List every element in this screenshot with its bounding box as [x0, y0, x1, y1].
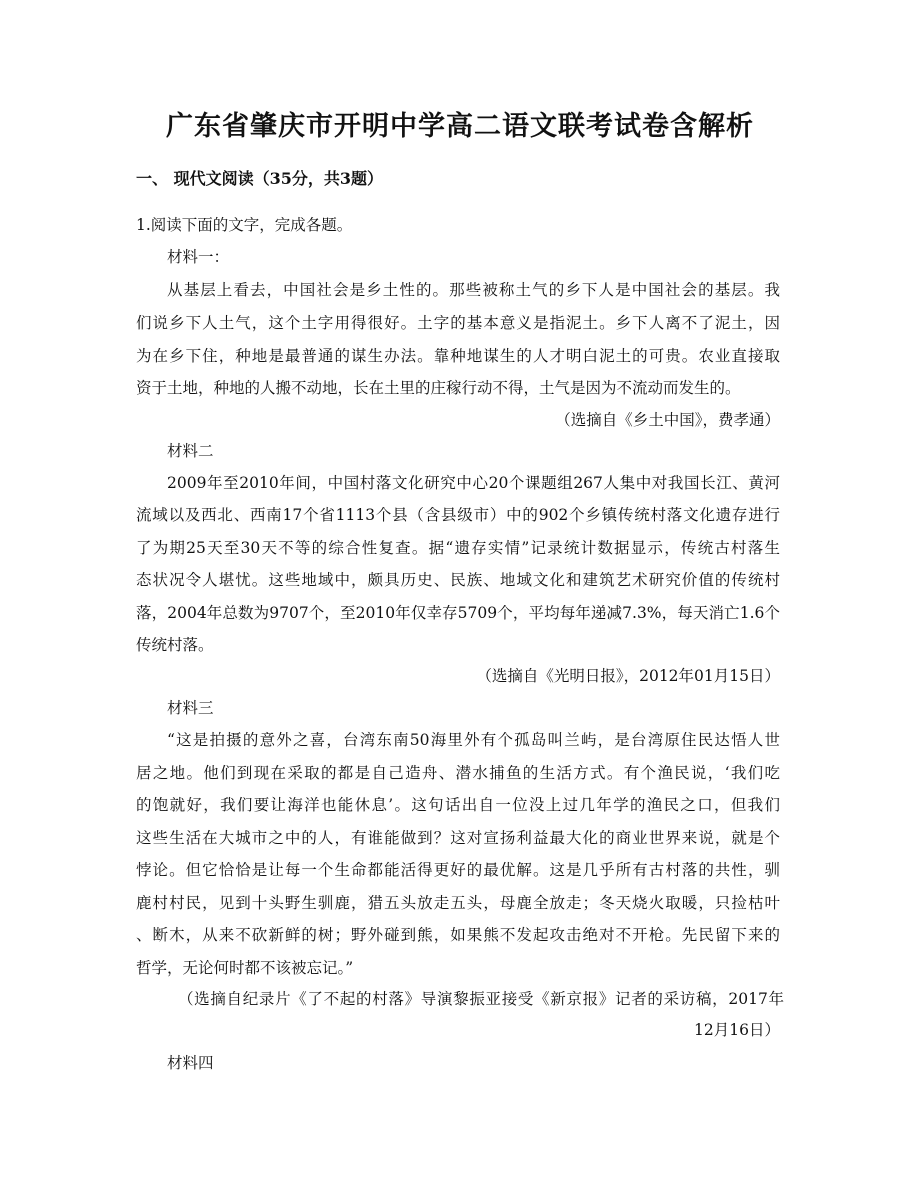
paragraph-line: 鹿村村民，见到十头野生驯鹿，猎五头放走五头，母鹿全放走；冬天烧火取暖，只捡枯叶 — [136, 894, 780, 912]
section-heading: 一、 现代文阅读（35分，共3题） — [136, 169, 383, 188]
paragraph-line: 从基层上看去，中国社会是乡土性的。那些被称土气的乡下人是中国社会的基层。我 — [167, 281, 780, 299]
material-label: 材料二 — [167, 442, 214, 460]
paragraph-line: 悖论。但它恰恰是让每一个生命都能活得更好的最优解。这是几乎所有古村落的共性，驯 — [136, 861, 780, 879]
paragraph-line: 资于土地，种地的人搬不动地，长在土里的庄稼行动不得，土气是因为不流动而发生的。 — [136, 379, 741, 397]
paragraph-line: 居之地。他们到现在采取的都是自己造舟、潜水捕鱼的生活方式。有个渔民说，‘我们吃 — [136, 764, 780, 782]
paragraph-line: 2009年至2010年间，中国村落文化研究中心20个课题组267人集中对我国长江、黄河 — [167, 474, 780, 492]
paragraph-line: 了为期25天至30天不等的综合性复查。据“遗存实情”记录统计数据显示，传统古村落生 — [136, 539, 780, 557]
source-citation: （选摘自《光明日报》，2012年01月15日） — [476, 667, 780, 685]
source-citation: （选摘自纪录片《了不起的村落》导演黎振亚接受《新京报》记者的采访稿，2017年 — [178, 990, 784, 1008]
paragraph-line: 传统村落。 — [136, 636, 214, 654]
paragraph-line: 的饱就好，我们要让海洋也能休息’。这句话出自一位没上过几年学的渔民之口，但我们 — [136, 796, 780, 814]
paragraph-line: 们说乡下人土气，这个土字用得很好。土字的基本意义是指泥土。乡下人离不了泥土，因 — [136, 314, 780, 332]
source-citation: 12月16日） — [694, 1021, 780, 1039]
paragraph-line: 、断木，从来不砍新鲜的树；野外碰到熊，如果熊不发起攻击绝对不开枪。先民留下来的 — [136, 926, 780, 944]
paragraph-line: “这是拍摄的意外之喜，台湾东南50海里外有个孤岛叫兰屿，是台湾原住民达悟人世 — [167, 731, 780, 749]
paragraph-line: 落，2004年总数为9707个，至2010年仅幸存5709个，平均每年递减7.3%，每天消亡1.6个 — [136, 604, 780, 622]
material-label: 材料四 — [167, 1054, 214, 1072]
paragraph-line: 流域以及西北、西南17个省1113个县（含县级市）中的902个乡镇传统村落文化遗存进行 — [136, 506, 780, 524]
question-prompt: 1.阅读下面的文字，完成各题。 — [136, 216, 353, 234]
material-label: 材料一： — [167, 248, 230, 266]
paragraph-line: 态状况令人堪忧。这些地域中，颇具历史、民族、地域文化和建筑艺术研究价值的传统村 — [136, 571, 780, 589]
paragraph-line: 为在乡下住，种地是最普通的谋生办法。靠种地谋生的人才明白泥土的可贵。农业直接取 — [136, 347, 780, 365]
paragraph-line: 哲学，无论何时都不该被忘记。” — [136, 959, 354, 977]
material-label: 材料三 — [167, 699, 214, 717]
page-title: 广东省肇庆市开明中学高二语文联考试卷含解析 — [166, 111, 754, 142]
paragraph-line: 这些生活在大城市之中的人，有谁能做到？这对宣扬利益最大化的商业世界来说，就是个 — [136, 829, 780, 847]
source-citation: （选摘自《乡土中国》，费孝通） — [555, 411, 780, 429]
